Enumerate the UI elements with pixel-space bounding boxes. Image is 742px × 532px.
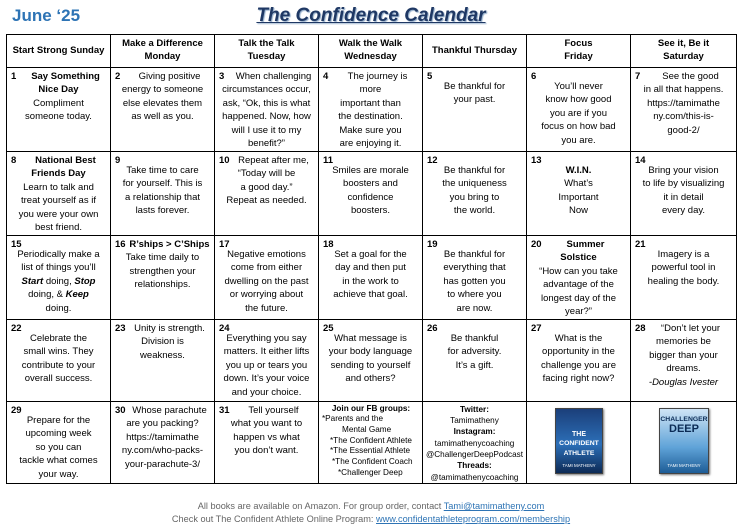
day-text: What is the (554, 332, 603, 344)
book-title-line: CONFIDENT (559, 440, 599, 448)
weekday-name: Saturday (663, 51, 704, 62)
day-text: for yourself. This is (122, 178, 203, 190)
day-text: Be thankful for (443, 248, 506, 260)
weekday-header-saturday (631, 35, 737, 68)
weekday-header-row (7, 35, 737, 68)
day-text: Division is (141, 336, 184, 348)
day-number: 2 (115, 71, 121, 82)
day-text: dreams. (666, 363, 701, 375)
day-cell-2 (111, 68, 215, 152)
day-text: in all that happens. (643, 84, 724, 96)
day-text: Repeat as needed. (226, 195, 307, 207)
weekday-label: Walk the Walk (338, 38, 403, 50)
day-text: Giving positive (138, 71, 201, 82)
day-text: come from either (230, 262, 303, 274)
day-text: boosters. (350, 205, 391, 217)
weekday-label: See it, Be it (657, 38, 710, 50)
day-number: 17 (219, 238, 230, 250)
day-text: a good day.” (240, 181, 293, 193)
day-text: contribute to your (21, 359, 96, 371)
day-cell-18 (319, 235, 423, 319)
book-author: TAMI MATHENY (667, 463, 701, 469)
instagram-handle[interactable]: tamimathenycoaching (434, 438, 515, 448)
day-number: 26 (427, 322, 438, 334)
day-number: 28 (635, 322, 646, 334)
day-text: else elevates them (122, 97, 203, 109)
day-cell-23 (111, 319, 215, 401)
day-text: you are. (561, 134, 596, 146)
day-text: you are if you (549, 107, 608, 119)
threads-handle[interactable]: @tamimathenycoaching (430, 472, 519, 482)
day-cell-29 (7, 401, 111, 483)
day-theme: R’ships > C’Ships (129, 238, 210, 250)
day-text: weakness. (140, 349, 185, 361)
day-cell-14 (631, 151, 737, 235)
day-text: matters. It either lifts (223, 346, 310, 358)
day-number: 14 (635, 154, 646, 166)
day-number: 16 (115, 238, 126, 250)
day-number: 13 (531, 154, 542, 166)
day-text: healing the body. (647, 275, 720, 287)
day-text: doing, & (28, 289, 66, 301)
fb-groups-heading: Join our FB groups: (331, 403, 411, 413)
day-text: boosters and (343, 178, 398, 190)
day-text: your body language (328, 346, 413, 358)
day-text: memories be (656, 336, 711, 348)
day-cell-31 (215, 401, 319, 483)
day-text: Compliment (33, 97, 84, 109)
day-number: 19 (427, 238, 438, 250)
threads-label: Threads: (457, 461, 492, 471)
day-text: small wins. They (23, 346, 94, 358)
day-text: down. It’s your voice (223, 373, 310, 385)
fb-group-item[interactable]: *The Confident Athlete (330, 435, 412, 445)
week-row (7, 401, 737, 483)
day-text: treat yourself as if (21, 195, 96, 207)
day-number: 8 (11, 154, 17, 166)
book-title-line: ATHLETE (563, 450, 595, 458)
day-number: 15 (11, 238, 22, 250)
day-text: Everything you say (226, 332, 307, 344)
fb-group-item[interactable]: Mental Game (342, 425, 392, 435)
weekday-label: Start Strong Sunday (12, 44, 105, 56)
day-number: 22 (11, 322, 22, 334)
day-text: Repeat after me, (238, 154, 309, 166)
weekday-header-monday (111, 35, 215, 68)
day-link[interactable]: your-parachute-3/ (125, 458, 200, 470)
day-cell-28 (631, 319, 737, 401)
book-title-line: DEEP (669, 422, 699, 435)
day-cell-10 (215, 151, 319, 235)
footer-line-1 (0, 500, 742, 513)
day-text: are now. (456, 302, 493, 314)
day-text: list of things you’ll (21, 262, 96, 274)
day-text: Take time daily to (125, 252, 200, 264)
day-theme: National Best (35, 154, 96, 166)
day-text: lasts forever. (135, 205, 190, 217)
weekday-label: Thankful Thursday (432, 44, 517, 56)
day-text: What message is (334, 332, 407, 344)
day-text: doing. (45, 302, 72, 314)
day-text: doing, (43, 275, 75, 287)
twitter-label: Twitter: (460, 404, 489, 414)
day-text: you don’t want. (234, 445, 299, 457)
day-text: See the good (662, 71, 719, 82)
day-text: has gotten you (443, 275, 506, 287)
day-number: 3 (219, 71, 225, 82)
social-cell (423, 401, 527, 483)
day-number: 1 (11, 71, 17, 82)
day-text: tackle what comes (19, 455, 98, 467)
day-cell-22 (7, 319, 111, 401)
week-row (7, 235, 737, 319)
day-text: your past. (453, 94, 496, 106)
weekday-name: Monday (144, 51, 181, 62)
day-text: Tell yourself (248, 404, 299, 416)
day-text: “How can you take (539, 265, 618, 277)
day-theme: Nice Day (38, 84, 79, 96)
program-url-link[interactable]: www.confidentathleteprogram.com/membership (376, 514, 571, 525)
start-word: Start (21, 275, 44, 287)
day-text: Now (568, 205, 588, 217)
day-link[interactable]: ny.com/who-packs- (121, 445, 204, 457)
book-title-line: THE (572, 430, 586, 438)
day-text: challenge you are (541, 359, 616, 371)
day-text: facing right now? (542, 373, 615, 385)
day-number: 7 (635, 71, 641, 82)
day-text: You’ll never (554, 81, 603, 92)
week-row (7, 68, 737, 152)
day-text: ask, “Ok, this is what (222, 97, 311, 109)
day-number: 30 (115, 404, 126, 416)
day-text: advantage of the (543, 279, 614, 291)
day-text: confidence (347, 191, 394, 203)
day-text (11, 275, 106, 288)
day-text: will I use it to my (231, 124, 302, 136)
day-text: the world. (453, 205, 496, 217)
month-label: June ‘25 (12, 6, 81, 25)
day-link[interactable]: https://tamimathe (126, 431, 199, 443)
day-text: Negative emotions (227, 248, 306, 260)
day-text: know how good (545, 94, 612, 106)
day-text: to where you (447, 289, 502, 301)
day-theme: Solstice (560, 252, 597, 264)
fb-group-item[interactable]: *The Essential Athlete (330, 446, 411, 456)
day-text: longest day of the (541, 292, 616, 304)
day-number: 31 (219, 404, 230, 416)
weekday-name: Tuesday (247, 51, 286, 62)
day-text: circumstances occur, (222, 84, 311, 96)
day-text: Learn to talk and (23, 181, 94, 193)
calendar-title: The Confidence Calendar (256, 5, 486, 26)
day-text: relationships. (134, 279, 191, 291)
day-text: Set a goal for the (334, 248, 407, 260)
day-text: for adversity. (447, 346, 502, 358)
day-text: bigger than your (649, 349, 718, 361)
day-text: upcoming week (25, 428, 92, 440)
fb-group-item[interactable]: *Parents and the (322, 414, 383, 424)
weekday-name: Wednesday (344, 51, 397, 62)
quote-author: -Douglas Ivester (648, 376, 719, 388)
day-cell-21 (631, 235, 737, 319)
weekday-header-wednesday (319, 35, 423, 68)
day-cell-26 (423, 319, 527, 401)
day-text: overall success. (24, 373, 93, 385)
day-number: 18 (323, 238, 334, 250)
day-cell-24 (215, 319, 319, 401)
day-text: Make sure you (339, 124, 402, 136)
day-text: the future. (245, 302, 288, 314)
day-text: to life by visualizing (642, 178, 725, 190)
book-cover-confident-athlete[interactable] (555, 408, 603, 474)
day-link[interactable]: ny.com/this-is- (653, 111, 714, 123)
day-number: 27 (531, 322, 542, 334)
weekday-header-thursday (423, 35, 527, 68)
keep-word: Keep (65, 289, 89, 301)
day-text: Periodically make a (17, 248, 100, 260)
day-text: Unity is strength. (134, 322, 205, 334)
day-cell-15 (7, 235, 111, 319)
day-text: energy to someone (121, 84, 204, 96)
day-theme: Summer (566, 238, 605, 250)
day-text: everything that (443, 262, 506, 274)
day-text: a relationship that (125, 191, 200, 203)
day-text: and others? (345, 373, 396, 385)
day-number: 5 (427, 71, 433, 82)
day-link[interactable]: good-2/ (667, 124, 700, 136)
week-row (7, 151, 737, 235)
day-text: in the work to (342, 275, 399, 287)
fb-groups-cell (319, 401, 423, 483)
day-cell-13 (527, 151, 631, 235)
day-text: “Don’t let your (660, 322, 721, 334)
day-cell-8 (7, 151, 111, 235)
day-theme: Say Something (31, 71, 100, 82)
day-text: strengthen your (129, 265, 196, 277)
book-cell-challenger-deep (631, 401, 737, 483)
day-text: Be thankful for (443, 81, 506, 92)
day-number: 20 (531, 238, 542, 250)
day-text: the destination. (338, 111, 403, 123)
day-text: every day. (661, 205, 706, 217)
day-text: someone today. (25, 111, 92, 123)
day-cell-12 (423, 151, 527, 235)
day-cell-25 (319, 319, 423, 401)
day-text: achieve that goal. (333, 289, 408, 301)
day-text: Important (558, 191, 599, 203)
weekday-name: Friday (564, 51, 593, 62)
book-cell-confident-athlete (527, 401, 631, 483)
day-text: are enjoying it. (339, 138, 402, 150)
day-cell-30 (111, 401, 215, 483)
book-title-line: CHALLENGER (660, 415, 708, 423)
weekday-header-friday (527, 35, 631, 68)
day-text: best friend. (35, 222, 82, 234)
contact-email-link[interactable]: Tami@tamimatheny.com (443, 501, 545, 511)
day-number: 12 (427, 154, 438, 166)
footer (0, 500, 742, 527)
day-link[interactable]: https://tamimathe (647, 97, 720, 109)
fb-group-item[interactable]: *The Confident Coach (332, 457, 413, 466)
day-text: as well as you. (131, 111, 194, 123)
day-text: what you want to (230, 418, 303, 430)
day-number: 24 (219, 322, 230, 334)
day-text: sending to yourself (330, 359, 411, 371)
day-cell-11 (319, 151, 423, 235)
day-text: opportunity in the (542, 346, 615, 358)
day-text: Be thankful (450, 332, 499, 344)
day-text: or worrying about (229, 289, 304, 301)
day-text: Whose parachute (132, 404, 207, 416)
day-number: 4 (323, 71, 329, 82)
day-number: 23 (115, 322, 126, 334)
day-number: 9 (115, 154, 121, 166)
day-text: the uniqueness (442, 178, 507, 190)
day-text: Celebrate the (29, 332, 88, 344)
day-text: so you can (35, 441, 82, 453)
day-number: 6 (531, 71, 537, 82)
day-cell-1 (7, 68, 111, 152)
day-theme: Friends Day (31, 168, 86, 180)
day-text: you bring to (449, 191, 500, 203)
day-number: 25 (323, 322, 334, 334)
day-cell-6 (527, 68, 631, 152)
day-number: 11 (323, 154, 334, 166)
footer-line-2 (0, 513, 742, 526)
day-text: dwelling on the past (224, 275, 309, 287)
instagram-label: Instagram: (453, 427, 496, 437)
day-text: When challenging (235, 71, 312, 82)
day-cell-5 (423, 68, 527, 152)
day-cell-17 (215, 235, 319, 319)
day-cell-9 (111, 151, 215, 235)
instagram-handle[interactable]: @ChallengerDeepPodcast (425, 449, 524, 459)
day-text: happened. Now, how (222, 111, 311, 123)
footer-text: All books are available on Amazon. For group order, contact (197, 501, 444, 511)
day-text: are you packing? (126, 418, 199, 430)
day-cell-19 (423, 235, 527, 319)
day-text: your way. (38, 468, 79, 480)
day-text: Smiles are morale (332, 164, 409, 176)
book-cover-challenger-deep[interactable] (659, 408, 709, 474)
day-text: you up or tears you (225, 359, 308, 371)
day-text: it in detail (663, 191, 704, 203)
day-text: Be thankful for (443, 164, 506, 176)
weekday-label: Talk the Talk (238, 38, 295, 50)
day-text: and your choice. (231, 386, 302, 398)
weekday-label: Focus (564, 38, 593, 50)
day-cell-20 (527, 235, 631, 319)
day-text: benefit?” (248, 138, 285, 150)
weekday-header-sunday (7, 35, 111, 68)
day-cell-27 (527, 319, 631, 401)
weekday-label: Make a Difference (122, 38, 203, 50)
day-text: The journey is more (347, 71, 408, 96)
day-text: focus on how bad (541, 121, 616, 133)
day-text (11, 288, 106, 301)
footer-text: Check out The Confident Athlete Online Program: (171, 514, 377, 525)
day-text: happen vs what (233, 431, 300, 443)
book-author: TAMI MATHENY (562, 463, 596, 469)
day-text: important than (340, 97, 401, 109)
fb-group-item[interactable]: *Challenger Deep (338, 467, 403, 477)
day-cell-16 (111, 235, 215, 319)
day-text: Bring your vision (648, 164, 719, 176)
day-text: you were your own (18, 208, 99, 220)
day-text: day and then put (335, 262, 406, 274)
day-text: year?” (565, 306, 592, 318)
day-number: 21 (635, 238, 646, 250)
twitter-handle[interactable]: Tamimatheny (450, 416, 499, 426)
calendar-grid (6, 34, 737, 484)
day-cell-7 (631, 68, 737, 152)
day-number: 29 (11, 404, 22, 416)
day-text: Imagery is a (657, 248, 710, 260)
day-text: Prepare for the (26, 414, 91, 426)
day-number: 10 (219, 154, 230, 166)
day-text: What’s (564, 178, 593, 190)
week-row (7, 319, 737, 401)
day-cell-4 (319, 68, 423, 152)
day-theme: W.I.N. (565, 164, 592, 176)
day-text: powerful tool in (651, 262, 716, 274)
day-text: “Today will be (237, 168, 296, 180)
day-text: Take time to care (126, 164, 199, 176)
day-cell-3 (215, 68, 319, 152)
weekday-header-tuesday (215, 35, 319, 68)
stop-word: Stop (74, 275, 96, 287)
day-text: It’s a gift. (455, 359, 494, 371)
